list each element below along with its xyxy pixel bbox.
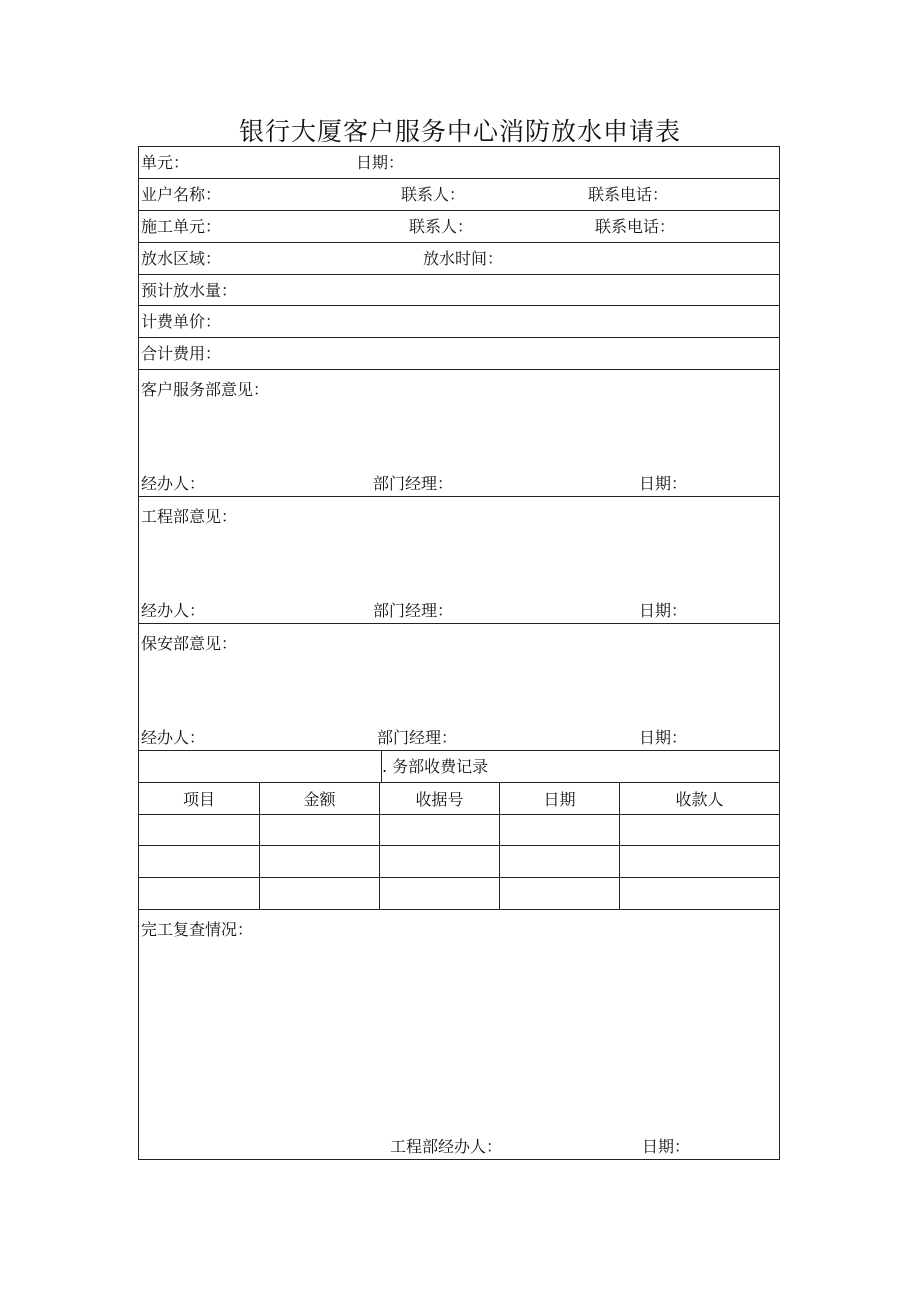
date-label: 日期： <box>639 601 688 620</box>
opinion-label: 工程部意见： <box>141 507 238 526</box>
row-est-volume <box>139 275 779 306</box>
header-receipt-no: 收据号 <box>380 783 500 814</box>
opinion-label: 保安部意见： <box>141 634 238 653</box>
row-construction <box>139 211 779 243</box>
header-date: 日期 <box>500 783 620 814</box>
table-row <box>139 878 779 910</box>
row-total-fee <box>139 338 779 370</box>
header-payee: 收款人 <box>675 790 724 809</box>
table-cell[interactable] <box>260 878 380 909</box>
section-customer-service <box>139 370 779 497</box>
owner-name-label: 业户名称： <box>141 185 222 204</box>
row-unit-price <box>139 306 779 338</box>
table-cell[interactable] <box>500 815 620 845</box>
row-owner <box>139 179 779 211</box>
row-drain <box>139 243 779 275</box>
fee-record-title: . 务部收费记录 <box>382 757 489 776</box>
table-row <box>139 815 779 846</box>
header-item: 项目 <box>139 783 260 814</box>
date-label: 日期： <box>642 1137 691 1156</box>
table-cell[interactable] <box>260 815 380 845</box>
handler-label: 经办人： <box>141 474 206 493</box>
drain-area-label: 放水区域： <box>141 249 222 268</box>
est-volume-label: 预计放水量： <box>141 281 238 300</box>
fee-record-spacer <box>139 751 382 782</box>
table-cell[interactable] <box>620 846 779 877</box>
engineering-handler-label: 工程部经办人： <box>390 1137 503 1156</box>
section-security <box>139 624 779 751</box>
application-form <box>138 146 780 1160</box>
handler-label: 经办人： <box>141 728 206 747</box>
date-label: 日期： <box>639 728 688 747</box>
fee-table-header <box>139 783 779 815</box>
table-cell[interactable] <box>380 846 500 877</box>
construction-unit-label: 施工单元： <box>141 217 222 236</box>
form-title: 银行大厦客户服务中心消防放水申请表 <box>238 117 681 146</box>
completion-label: 完工复查情况： <box>141 920 254 939</box>
contact-label: 联系人： <box>409 217 474 236</box>
table-cell[interactable] <box>500 878 620 909</box>
header-amount: 金额 <box>260 783 380 814</box>
table-row <box>139 846 779 878</box>
table-cell[interactable] <box>500 846 620 877</box>
total-fee-label: 合计费用： <box>141 344 222 363</box>
fee-record-title-row <box>139 751 779 783</box>
phone-label: 联系电话： <box>595 217 676 236</box>
section-completion-review <box>139 910 779 1159</box>
date-label: 日期： <box>356 153 405 172</box>
row-unit-date <box>139 147 779 179</box>
unit-label: 单元： <box>141 153 190 172</box>
date-label: 日期： <box>639 474 688 493</box>
table-cell[interactable] <box>139 846 260 877</box>
section-engineering <box>139 497 779 624</box>
table-cell[interactable] <box>139 878 260 909</box>
handler-label: 经办人： <box>141 601 206 620</box>
manager-label: 部门经理： <box>373 474 454 493</box>
unit-price-label: 计费单价： <box>141 312 222 331</box>
table-cell[interactable] <box>620 815 779 845</box>
opinion-label: 客户服务部意见： <box>141 380 270 399</box>
table-cell[interactable] <box>380 878 500 909</box>
drain-time-label: 放水时间： <box>423 249 504 268</box>
phone-label: 联系电话： <box>588 185 669 204</box>
contact-label: 联系人： <box>401 185 466 204</box>
table-cell[interactable] <box>260 846 380 877</box>
manager-label: 部门经理： <box>373 601 454 620</box>
manager-label: 部门经理： <box>377 728 458 747</box>
table-cell[interactable] <box>139 815 260 845</box>
table-cell[interactable] <box>380 815 500 845</box>
table-cell[interactable] <box>620 878 779 909</box>
